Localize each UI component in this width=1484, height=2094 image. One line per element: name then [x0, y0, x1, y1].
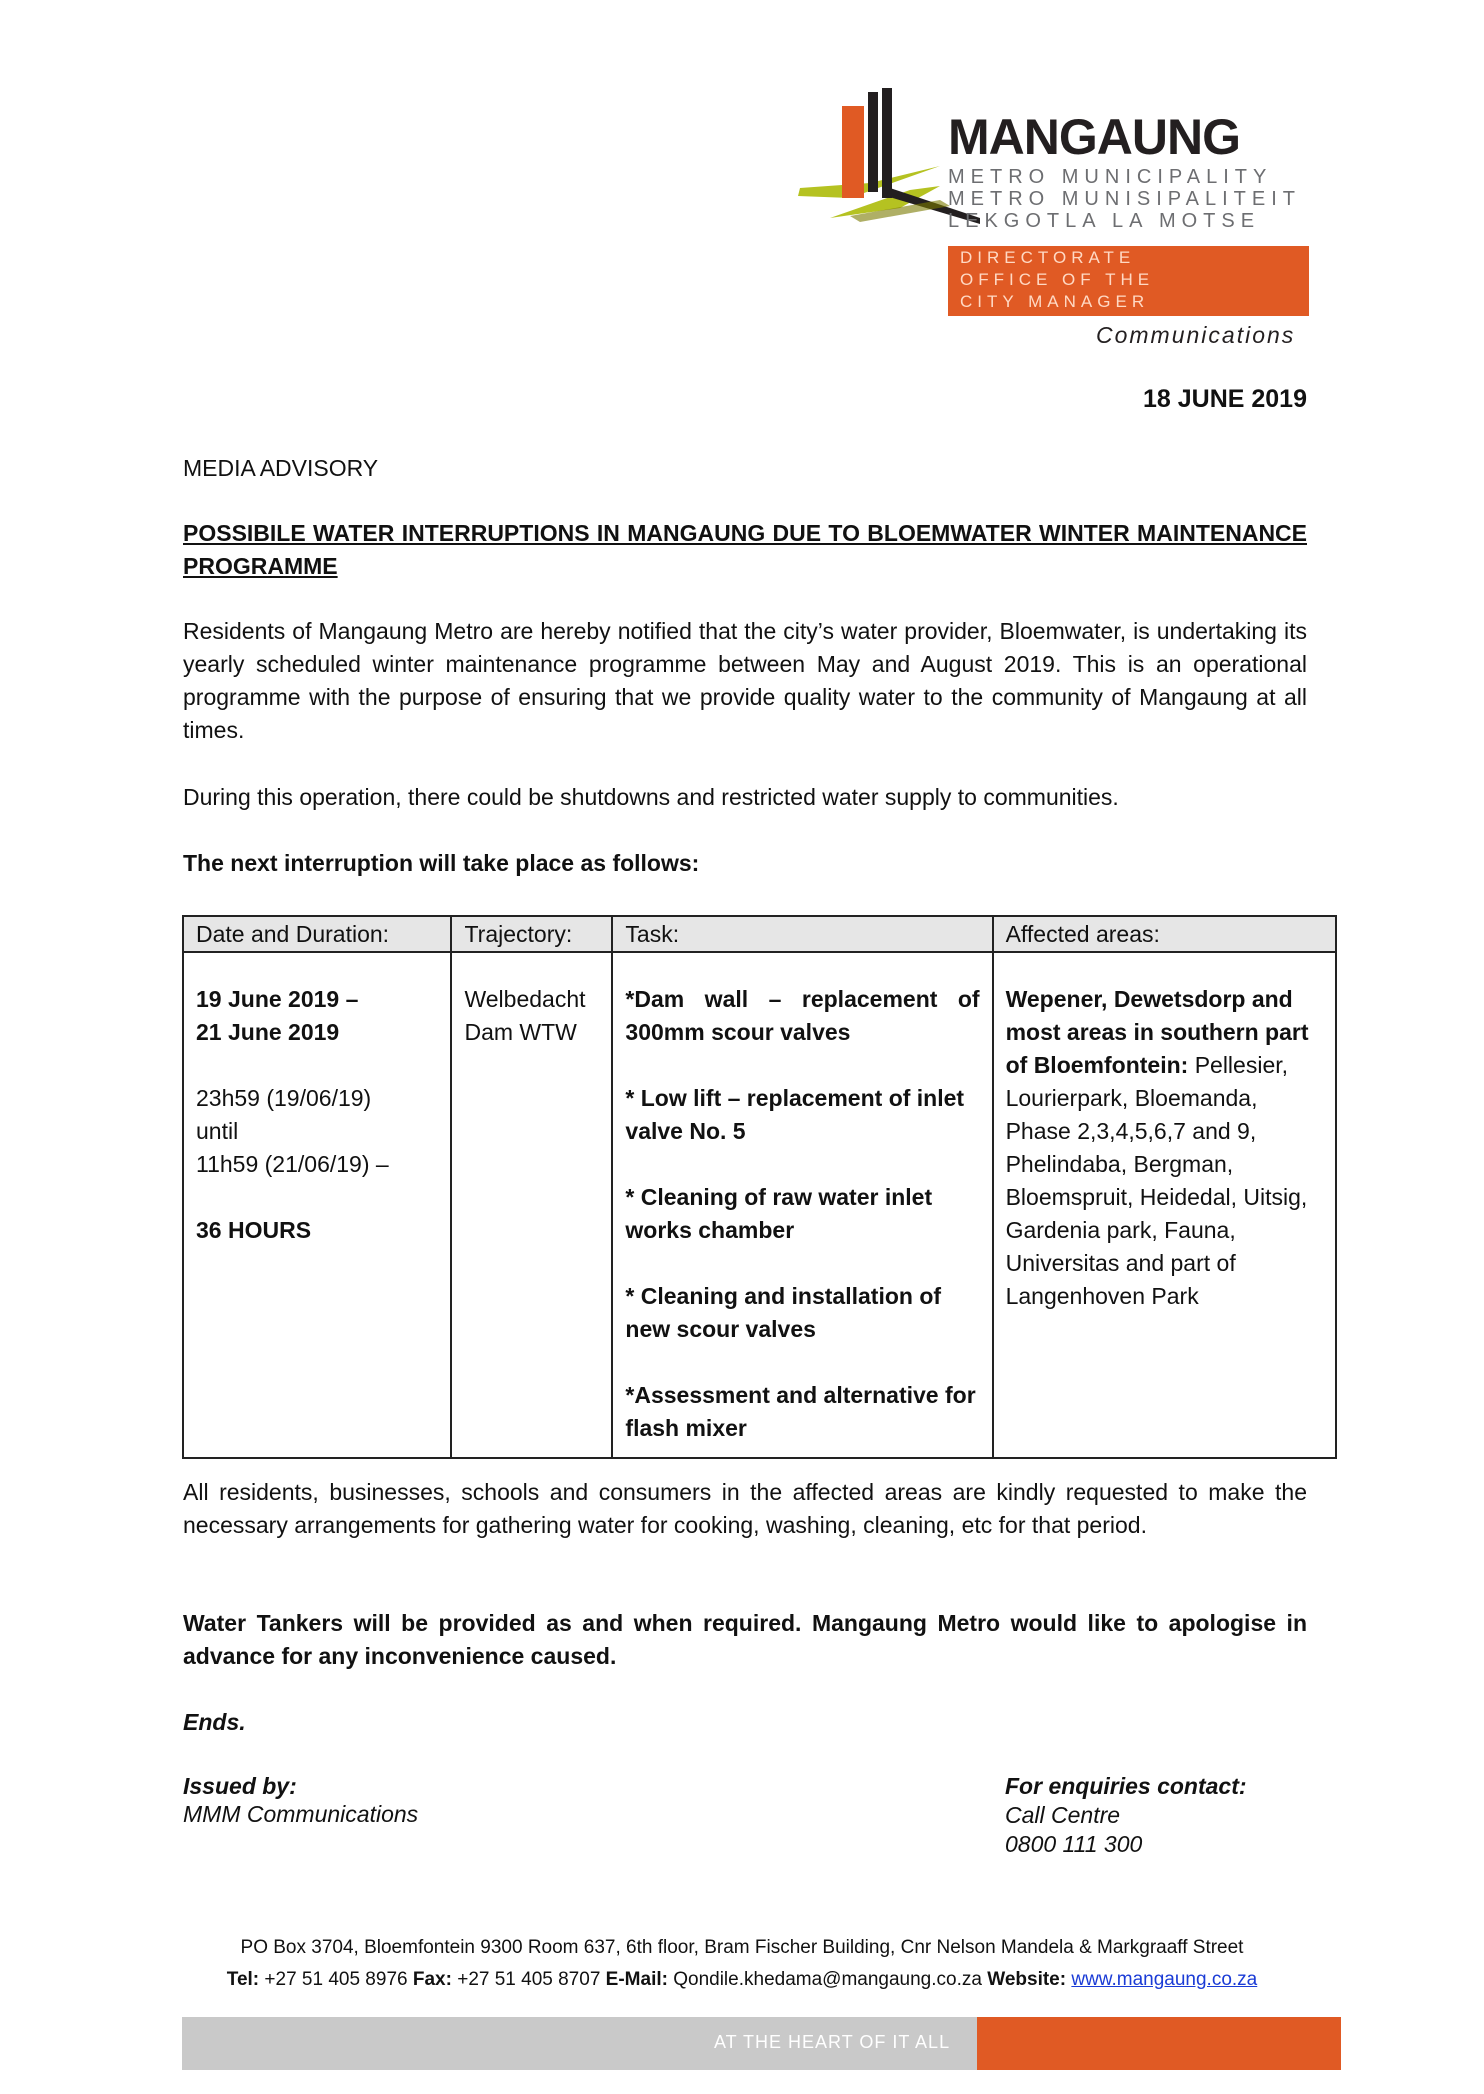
areas-list: Pellesier, Lourierpark, Bloemanda, Phase 2,3,4,5,6,7 and 9, Phelindaba, Bergman, Bloemspruit, Heidedal, Uitsig, Gardenia park, Fauna, Universitas and part of Langenhoven Park — [1005, 1052, 1308, 1309]
logo-subtitle-1: METRO MUNICIPALITY — [948, 166, 1273, 188]
tel-label: Tel: — [226, 1969, 260, 1990]
areas-primary: Wepener, Dewetsdorp and most areas in southern part of Bloemfontein: — [1005, 986, 1309, 1078]
task-cell — [612, 952, 992, 1458]
trajectory-cell — [451, 952, 612, 1458]
header-task: Task: — [612, 916, 992, 952]
communications-label: Communications — [1096, 322, 1296, 348]
interruption-table — [182, 915, 1337, 1459]
logo-subtitle-3: LEKGOTLA LA MOTSE — [948, 210, 1261, 232]
tankers-paragraph: Water Tankers will be provided as and when required. Mangaung Metro would like to apologise in advance for any inconvenience caused. — [183, 1610, 1307, 1669]
tel-number: +27 51 405 8976 — [264, 1969, 408, 1990]
enquiries-label: For enquiries contact: — [1005, 1773, 1247, 1799]
footer-contacts — [0, 1969, 1484, 1991]
until-label: until — [196, 1118, 239, 1144]
headline: POSSIBILE WATER INTERRUPTIONS IN MANGAUNG DUE TO BLOEMWATER WINTER MAINTENANCE PROGRAMME — [183, 520, 1307, 579]
fax-label: Fax: — [412, 1969, 452, 1990]
enquiries-name: Call Centre — [1005, 1802, 1121, 1828]
website-label: Website: — [987, 1969, 1067, 1990]
enquiries-phone: 0800 111 300 — [1005, 1831, 1143, 1857]
next-interruption-heading: The next interruption will take place as follows: — [183, 850, 700, 876]
logo-subtitle-2: METRO MUNISIPALITEIT — [948, 188, 1301, 210]
end-time: 11h59 (21/06/19) – — [196, 1151, 389, 1177]
email-label: E-Mail: — [605, 1969, 668, 1990]
issued-by: MMM Communications — [183, 1801, 419, 1827]
footer-tagline: AT THE HEART OF IT ALL — [714, 2032, 951, 2052]
advisory-label: MEDIA ADVISORY — [183, 455, 379, 481]
task-item: * Cleaning and installation of new scour valves — [625, 1283, 942, 1342]
operation-paragraph: During this operation, there could be shutdowns and restricted water supply to communities. — [183, 784, 1119, 810]
areas-cell — [993, 952, 1336, 1458]
start-date: 19 June 2019 – — [196, 986, 359, 1012]
header-trajectory: Trajectory: — [451, 916, 612, 952]
footer-bar-orange — [977, 2017, 1341, 2070]
duration: 36 HOURS — [196, 1217, 312, 1243]
website-link[interactable]: www.mangaung.co.za — [1071, 1969, 1258, 1990]
task-item: *Dam wall – replacement of 300mm scour valves — [625, 986, 980, 1045]
ends-label: Ends. — [183, 1709, 246, 1735]
email-address: Qondile.khedama@mangaung.co.za — [673, 1969, 982, 1990]
directorate-line-1: DIRECTORATE — [960, 248, 1136, 267]
header-date: Date and Duration: — [183, 916, 451, 952]
directorate-line-3: CITY MANAGER — [960, 292, 1150, 311]
issued-block — [183, 1772, 418, 1828]
trajectory-line-1: Welbedacht — [464, 986, 586, 1012]
table-header-row — [183, 916, 1336, 952]
logo-wordmark: MANGAUNG — [948, 109, 1240, 165]
date-cell — [183, 952, 451, 1458]
document-date: 18 JUNE 2019 — [1142, 385, 1307, 413]
footer-address: PO Box 3704, Bloemfontein 9300 Room 637, 6th floor, Bram Fischer Building, Cnr Nelson Mandela & Markgraaff Street — [240, 1937, 1244, 1958]
intro-paragraph: Residents of Mangaung Metro are hereby notified that the city’s water provider, Bloemwater, is undertaking its yearly scheduled winter maintenance programme between May and August 2019. This is an operational programme with the purpose of ensuring that we provide quality water to the community of Mangaung at all times. — [183, 618, 1307, 743]
fax-number: +27 51 405 8707 — [457, 1969, 601, 1990]
task-item: * Low lift – replacement of inlet valve No. 5 — [625, 1085, 965, 1144]
end-date: 21 June 2019 — [196, 1019, 340, 1045]
trajectory-line-2: Dam WTW — [464, 1019, 577, 1045]
table-row — [183, 952, 1336, 1458]
task-item: *Assessment and alternative for flash mixer — [625, 1382, 976, 1441]
issued-label: Issued by: — [183, 1773, 297, 1799]
header-areas: Affected areas: — [993, 916, 1336, 952]
start-time: 23h59 (19/06/19) — [196, 1085, 372, 1111]
task-item: * Cleaning of raw water inlet works chamber — [625, 1184, 933, 1243]
request-paragraph: All residents, businesses, schools and consumers in the affected areas are kindly requested to make the necessary arrangements for gathering water for cooking, washing, cleaning, etc for that period. — [183, 1479, 1307, 1538]
directorate-line-2: OFFICE OF THE — [960, 270, 1155, 289]
enquiries-block — [1005, 1772, 1247, 1859]
